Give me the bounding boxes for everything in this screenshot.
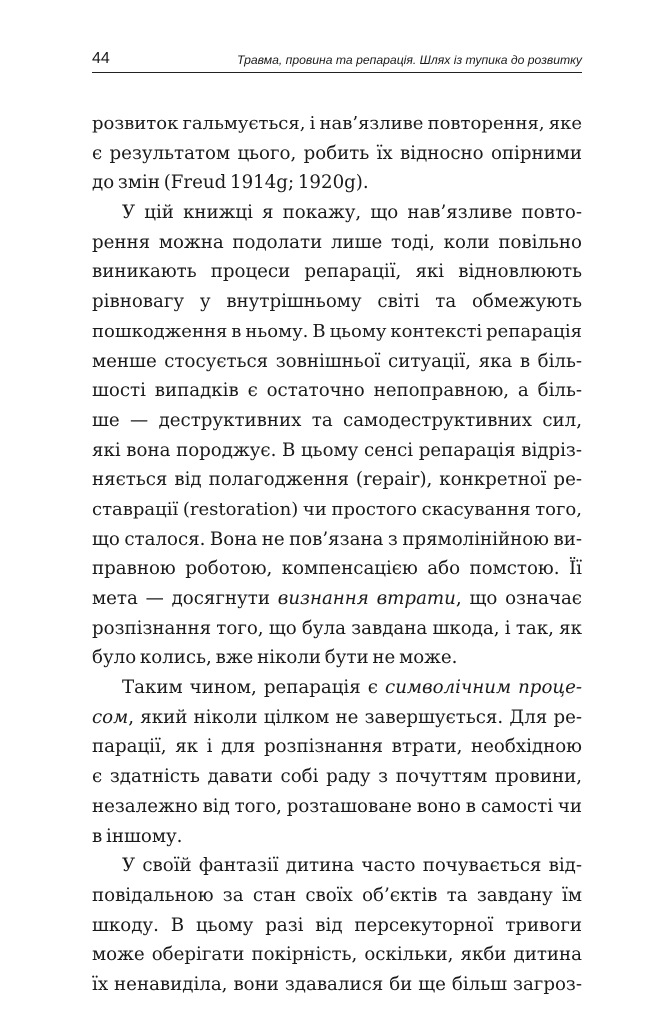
text-line: ше — деструктивних та самодеструктивних сил,: [92, 409, 582, 431]
text-line: було колись, вже ніколи бути не може.: [92, 647, 458, 669]
text-line: які вона породжує. В цьому сенсі репарація відріз-: [92, 439, 582, 461]
italic-term: визнання втрати: [277, 588, 456, 609]
text-line: є здатність давати собі раду з почуттям провини,: [92, 766, 582, 788]
text-line: що сталося. Вона не пов’язана з прямолінійною ви-: [92, 528, 582, 550]
text-run: , який ніколи цілком не завершується. Для ре-: [128, 706, 582, 728]
text-line: У своїй фантазії дитина часто почувається від-: [122, 855, 582, 877]
text-line: до змін (Freud 1914g; 1920g).: [92, 172, 369, 194]
text-line: шості випадків є остаточно непоправною, а біль-: [92, 380, 582, 402]
text-line: [92, 584, 582, 614]
text-run: Таким чином, репарація є: [122, 677, 386, 699]
text-line: рення можна подолати лише тоді, коли повільно: [92, 231, 582, 253]
text-line: [92, 703, 582, 733]
text-line: няється від полагодження (repair), конкретної ре-: [92, 469, 582, 491]
text-line: рівновагу у внутрішньому світі та обмежують: [92, 291, 582, 313]
text-line: парації, як і для розпізнання втрати, необхідною: [92, 736, 582, 758]
running-header: [92, 48, 582, 73]
text-line: розвиток гальмується, і нав’язливе повторення, яке: [92, 113, 582, 134]
text-line: шкоду. В цьому разі від персекуторної тривоги: [92, 914, 582, 936]
text-line: ставрації (restoration) чи простого скасування того,: [92, 498, 582, 520]
paragraph: [92, 851, 582, 999]
text-line: розпізнання того, що була завдана шкода, і так, як: [92, 617, 582, 639]
running-title: Травма, провина та репарація. Шлях із тупика до розвитку: [237, 53, 582, 67]
text-line: У цій книжці я покажу, що нав’язливе повто-: [122, 202, 582, 224]
text-line: менше стосується зовнішньої ситуації, яка в біль-: [92, 350, 582, 372]
italic-term: сом: [92, 706, 129, 728]
body-text: [92, 109, 582, 1000]
paragraph: [92, 198, 582, 673]
text-line: може оберігати покірність, оскільки, якби дитина: [92, 944, 582, 966]
paragraph: [92, 673, 582, 851]
text-line: є результатом цього, робить їх відносно опірними: [92, 142, 582, 164]
text-line: правною роботою, компенсацією або помстою. Її: [92, 558, 582, 580]
text-line: пошкодження в ньому. В цьому контексті репарація: [92, 320, 582, 342]
text-line: в іншому.: [92, 825, 183, 847]
text-run: мета — досягнути: [92, 588, 278, 609]
text-line: незалежно від того, розташоване воно в самості чи: [92, 795, 582, 817]
text-line: їх ненавиділа, вони здавалися би ще більш загроз-: [92, 973, 582, 995]
page-number: 44: [92, 50, 110, 67]
text-run: , що означає: [455, 588, 582, 609]
text-line: повідальною за стан своїх об’єктів та завдану їм: [92, 884, 582, 906]
text-line: виникають процеси репарації, які відновлюють: [92, 261, 582, 283]
text-line: [92, 673, 582, 703]
italic-term: символічним проце-: [385, 677, 582, 699]
paragraph: [92, 109, 582, 198]
